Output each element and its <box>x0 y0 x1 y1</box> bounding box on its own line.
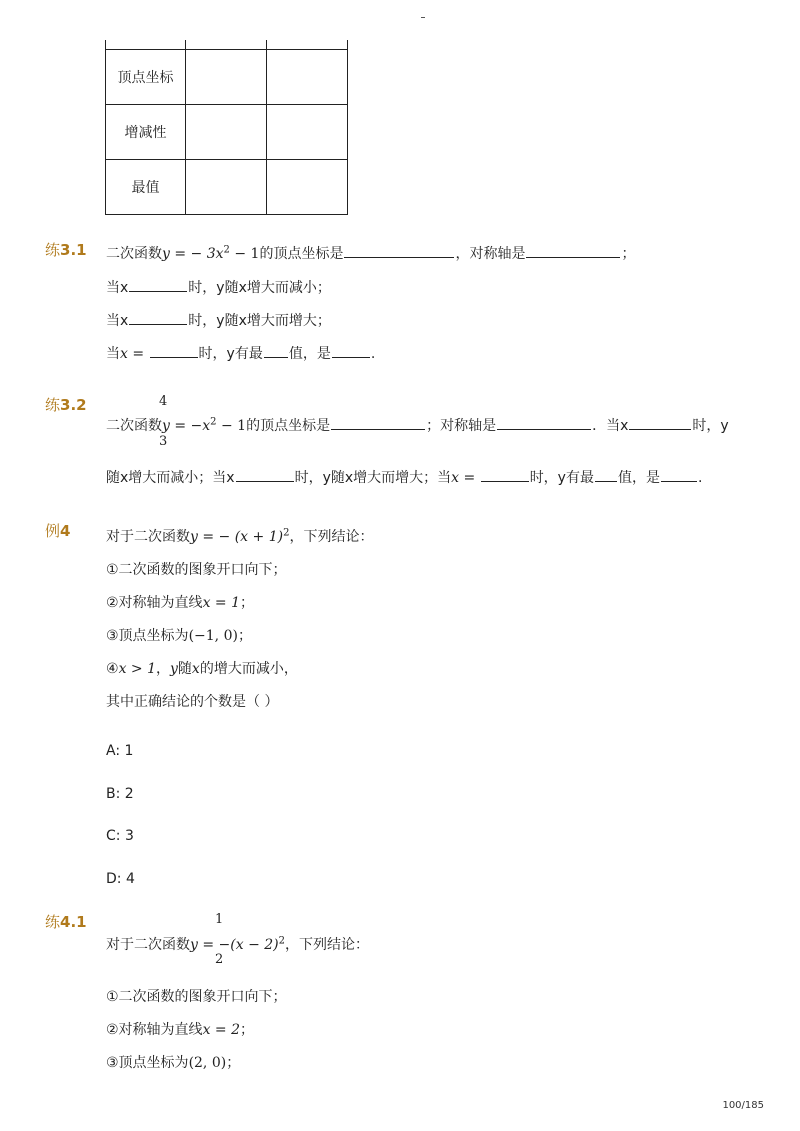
table-cell <box>267 160 348 215</box>
table-cell <box>186 50 267 105</box>
example-tag-4: 例4 <box>45 522 71 540</box>
ex4-intro: 对于二次函数y = − $(x + 1)^2$，下列结论： <box>106 527 374 545</box>
exercise-tag-3-2: 练3.2 <box>45 396 87 414</box>
ex32-line-1: 二次函数$y = -x^2 - 1$的顶点坐标是 ；对称轴是 ．当x 时，y <box>106 416 729 434</box>
ex4-statement-1: ①二次函数的图象开口向下； <box>106 562 287 578</box>
fraction-denominator: 2 <box>215 952 224 967</box>
ex4-statement-4: ④x > 1，y随x的增大而减小， <box>106 661 298 677</box>
answer-blank[interactable] <box>629 415 691 430</box>
ex4-question: 其中正确结论的个数是（ ） <box>106 694 279 710</box>
option-d[interactable]: D: 4 <box>106 871 135 887</box>
ex41-statement-1: ①二次函数的图象开口向下； <box>106 989 287 1005</box>
table-cell <box>186 160 267 215</box>
ex4-statement-2: ②对称轴为直线x = 1； <box>106 595 254 611</box>
row-label-extremum: 最值 <box>106 160 186 215</box>
answer-blank[interactable] <box>526 243 620 258</box>
exercise-tag-3-1: 练3.1 <box>45 241 87 259</box>
ex4-statement-3: ③顶点坐标为(−1, 0)； <box>106 628 252 644</box>
answer-blank[interactable] <box>344 243 454 258</box>
answer-blank[interactable] <box>150 343 198 358</box>
fraction-numerator: 1 <box>215 912 224 927</box>
table-cell <box>267 105 348 160</box>
ex41-statement-3: ③顶点坐标为(2, 0)； <box>106 1055 241 1071</box>
fraction-numerator: 4 <box>159 394 168 409</box>
ex31-line-3: 当x 时，y随x增大而增大； <box>106 310 331 330</box>
page-marker <box>421 17 425 18</box>
ex41-intro: 对于二次函数$y = -(x - 2)^2$，下列结论： <box>106 935 370 953</box>
option-c[interactable]: C: 3 <box>106 828 134 844</box>
answer-blank[interactable] <box>129 310 187 325</box>
exercise-tag-4-1: 练4.1 <box>45 913 87 931</box>
fraction-denominator: 3 <box>159 434 168 449</box>
ex31-line-2: 当x 时，y随x增大而减小； <box>106 277 331 297</box>
answer-blank[interactable] <box>497 415 591 430</box>
row-label-vertex: 顶点坐标 <box>106 50 186 105</box>
answer-blank[interactable] <box>236 467 294 482</box>
table-cell <box>267 50 348 105</box>
answer-blank[interactable] <box>332 343 370 358</box>
option-a[interactable]: A: 1 <box>106 743 134 759</box>
row-label-monotonicity: 增减性 <box>106 105 186 160</box>
answer-blank[interactable] <box>481 467 529 482</box>
answer-blank[interactable] <box>661 467 697 482</box>
ex31-line-4: 当x = 时，y有最 值，是 . <box>106 343 375 363</box>
property-table <box>105 40 348 215</box>
answer-blank[interactable] <box>331 415 425 430</box>
ex32-line-2: 随x增大而减小；当x 时，y随x增大而增大；当x = 时，y有最 值，是 . <box>106 467 702 487</box>
answer-blank[interactable] <box>264 343 288 358</box>
table-cell <box>186 105 267 160</box>
ex41-statement-2: ②对称轴为直线x = 2； <box>106 1022 254 1038</box>
option-b[interactable]: B: 2 <box>106 786 134 802</box>
answer-blank[interactable] <box>595 467 617 482</box>
ex31-line-1: 二次函数y = − $3x^2 - 1$的顶点坐标是 ，对称轴是 ； <box>106 244 636 262</box>
page-number: 100/185 <box>722 1100 764 1111</box>
answer-blank[interactable] <box>129 277 187 292</box>
